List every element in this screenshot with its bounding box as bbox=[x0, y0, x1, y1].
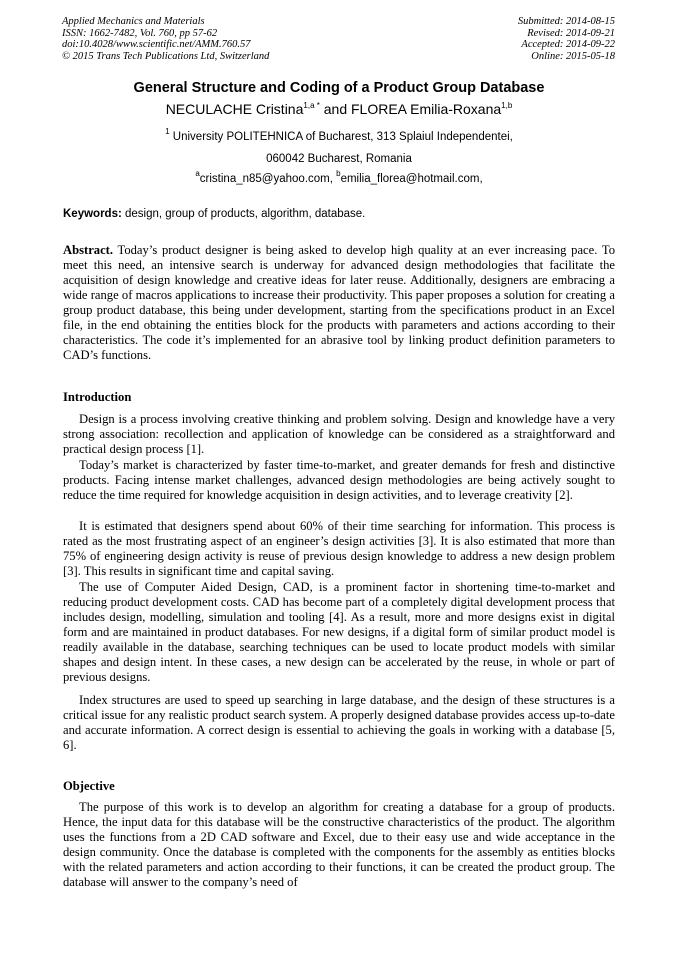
intro-paragraph-4: The use of Computer Aided Design, CAD, is a prominent factor in shortening time-to-market and reducing product development costs. CAD has become part of a completely digital development process that includes design, modelling, simulation and tooling [4]. As a result, more and more designs exist in digital form and are maintained in product databases. For new designs, if a digital form of similar product model is readily available in the database, searching techniques can be used to locate product models with similar shapes and design intent. In these cases, a new design can be accelerated by the reuse, in whole or part of previous designs. bbox=[63, 580, 615, 685]
affiliation-sup: 1 bbox=[165, 127, 170, 136]
keywords-text: design, group of products, algorithm, database. bbox=[121, 208, 366, 220]
objective-paragraph: The purpose of this work is to develop an algorithm for creating a database for a group of products. Hence, the input data for this database will be the constructive characteristics of the product. The algorithm uses the functions from a 2D CAD software and Excel, due to their easy use and wide acceptance in the design community. Once the database is completed with the components for the assembly as entities blocks with the related parameters and action according to their functions, it can be created the product group. The database will answer to the company’s need of bbox=[63, 800, 615, 890]
date-submitted: Submitted: 2014-08-15 bbox=[517, 16, 615, 27]
paper-title: General Structure and Coding of a Product Group Database bbox=[133, 80, 545, 96]
abstract-text: Today’s product designer is being asked to develop high quality at an ever increasing pace. To meet this need, an intensive search is underway for advanced design methodologies that facilitate the acquisition of design knowledge and creative ideas for later reuse. Additionally, designers are embracing a wide range of macros applications to increase their productivity. This paper proposes a solution for creating a group product database, this being under development, starting from the specifications product in an Excel file, in the end obtaining the entities block for the products with parameters and actions according to their characteristics. The code it’s implemented for an abrasive tool by linking product definition parameters to CAD’s functions. bbox=[63, 243, 615, 363]
journal-issn: ISSN: 1662-7482, Vol. 760, pp 57-62 bbox=[62, 27, 218, 39]
author-line bbox=[0, 101, 678, 117]
objective-heading: Objective bbox=[63, 779, 115, 793]
author-1-sup: 1,a * bbox=[303, 101, 320, 110]
email-a: cristina_n85@yahoo.com, bbox=[199, 173, 337, 185]
author-2: FLOREA Emilia-Roxana bbox=[351, 101, 502, 117]
affiliation-line-1: $^1$ University POLITEHNICA of Bucharest, 313 Splaiul Independentei, bbox=[165, 127, 513, 143]
publication-dates bbox=[395, 16, 615, 62]
author-emails: $^a$cristina_n85@yahoo.com, $^b$emilia_florea@hotmail.com, bbox=[195, 169, 483, 185]
journal-doi: doi:10.4028/www.scientific.net/AMM.760.57 bbox=[62, 39, 251, 50]
date-accepted: Accepted: 2014-09-22 bbox=[521, 39, 615, 50]
intro-paragraph-3: It is estimated that designers spend about 60% of their time searching for information. This process is rated as the most frustrating aspect of an engineer’s design activities [3]. It is also estimated that more than 75% of engineering design activity is reuse of previous design knowledge to address a new design problem [3]. This results in significant time and capital saving. bbox=[63, 519, 615, 579]
keywords-label: Keywords: bbox=[63, 208, 122, 220]
date-revised: Revised: 2014-09-21 bbox=[527, 27, 615, 39]
abstract-label: Abstract. bbox=[63, 243, 114, 257]
intro-paragraph-5: Index structures are used to speed up searching in large database, and the design of these structures is a critical issue for any realistic product search system. A properly designed database provides access up-to-date and accurate information. A correct design is essential to achieving the goals in working with a database [5, 6]. bbox=[63, 693, 615, 753]
email-b: emilia_florea@hotmail.com, bbox=[340, 173, 483, 185]
intro-paragraph-2: Today’s market is characterized by faster time-to-market, and greater demands for fresh and distinctive products. Facing intense market challenges, advanced design methodologies are being actively sought to reduce the time required for knowledge acquisition in design activities, and to leverage creativity [2]. bbox=[63, 458, 615, 503]
date-online: Online: 2015-05-18 bbox=[531, 50, 615, 62]
journal-copyright: © 2015 Trans Tech Publications Ltd, Switzerland bbox=[62, 50, 270, 62]
intro-paragraph-1: Design is a process involving creative thinking and problem solving. Design and knowledge have a very strong association: recollection and application of knowledge can be considered as a straightforward and practical design process [1]. bbox=[63, 412, 615, 457]
author-and: and bbox=[319, 101, 351, 117]
affiliation-line-2: 060042 Bucharest, Romania bbox=[266, 153, 412, 165]
author-1: NECULACHE Cristina bbox=[165, 101, 304, 117]
abstract bbox=[63, 243, 615, 363]
keywords bbox=[63, 208, 365, 220]
introduction-heading: Introduction bbox=[63, 390, 132, 404]
journal-name: Applied Mechanics and Materials bbox=[62, 16, 205, 27]
author-2-sup: 1,b bbox=[501, 101, 513, 110]
journal-info bbox=[62, 16, 382, 62]
